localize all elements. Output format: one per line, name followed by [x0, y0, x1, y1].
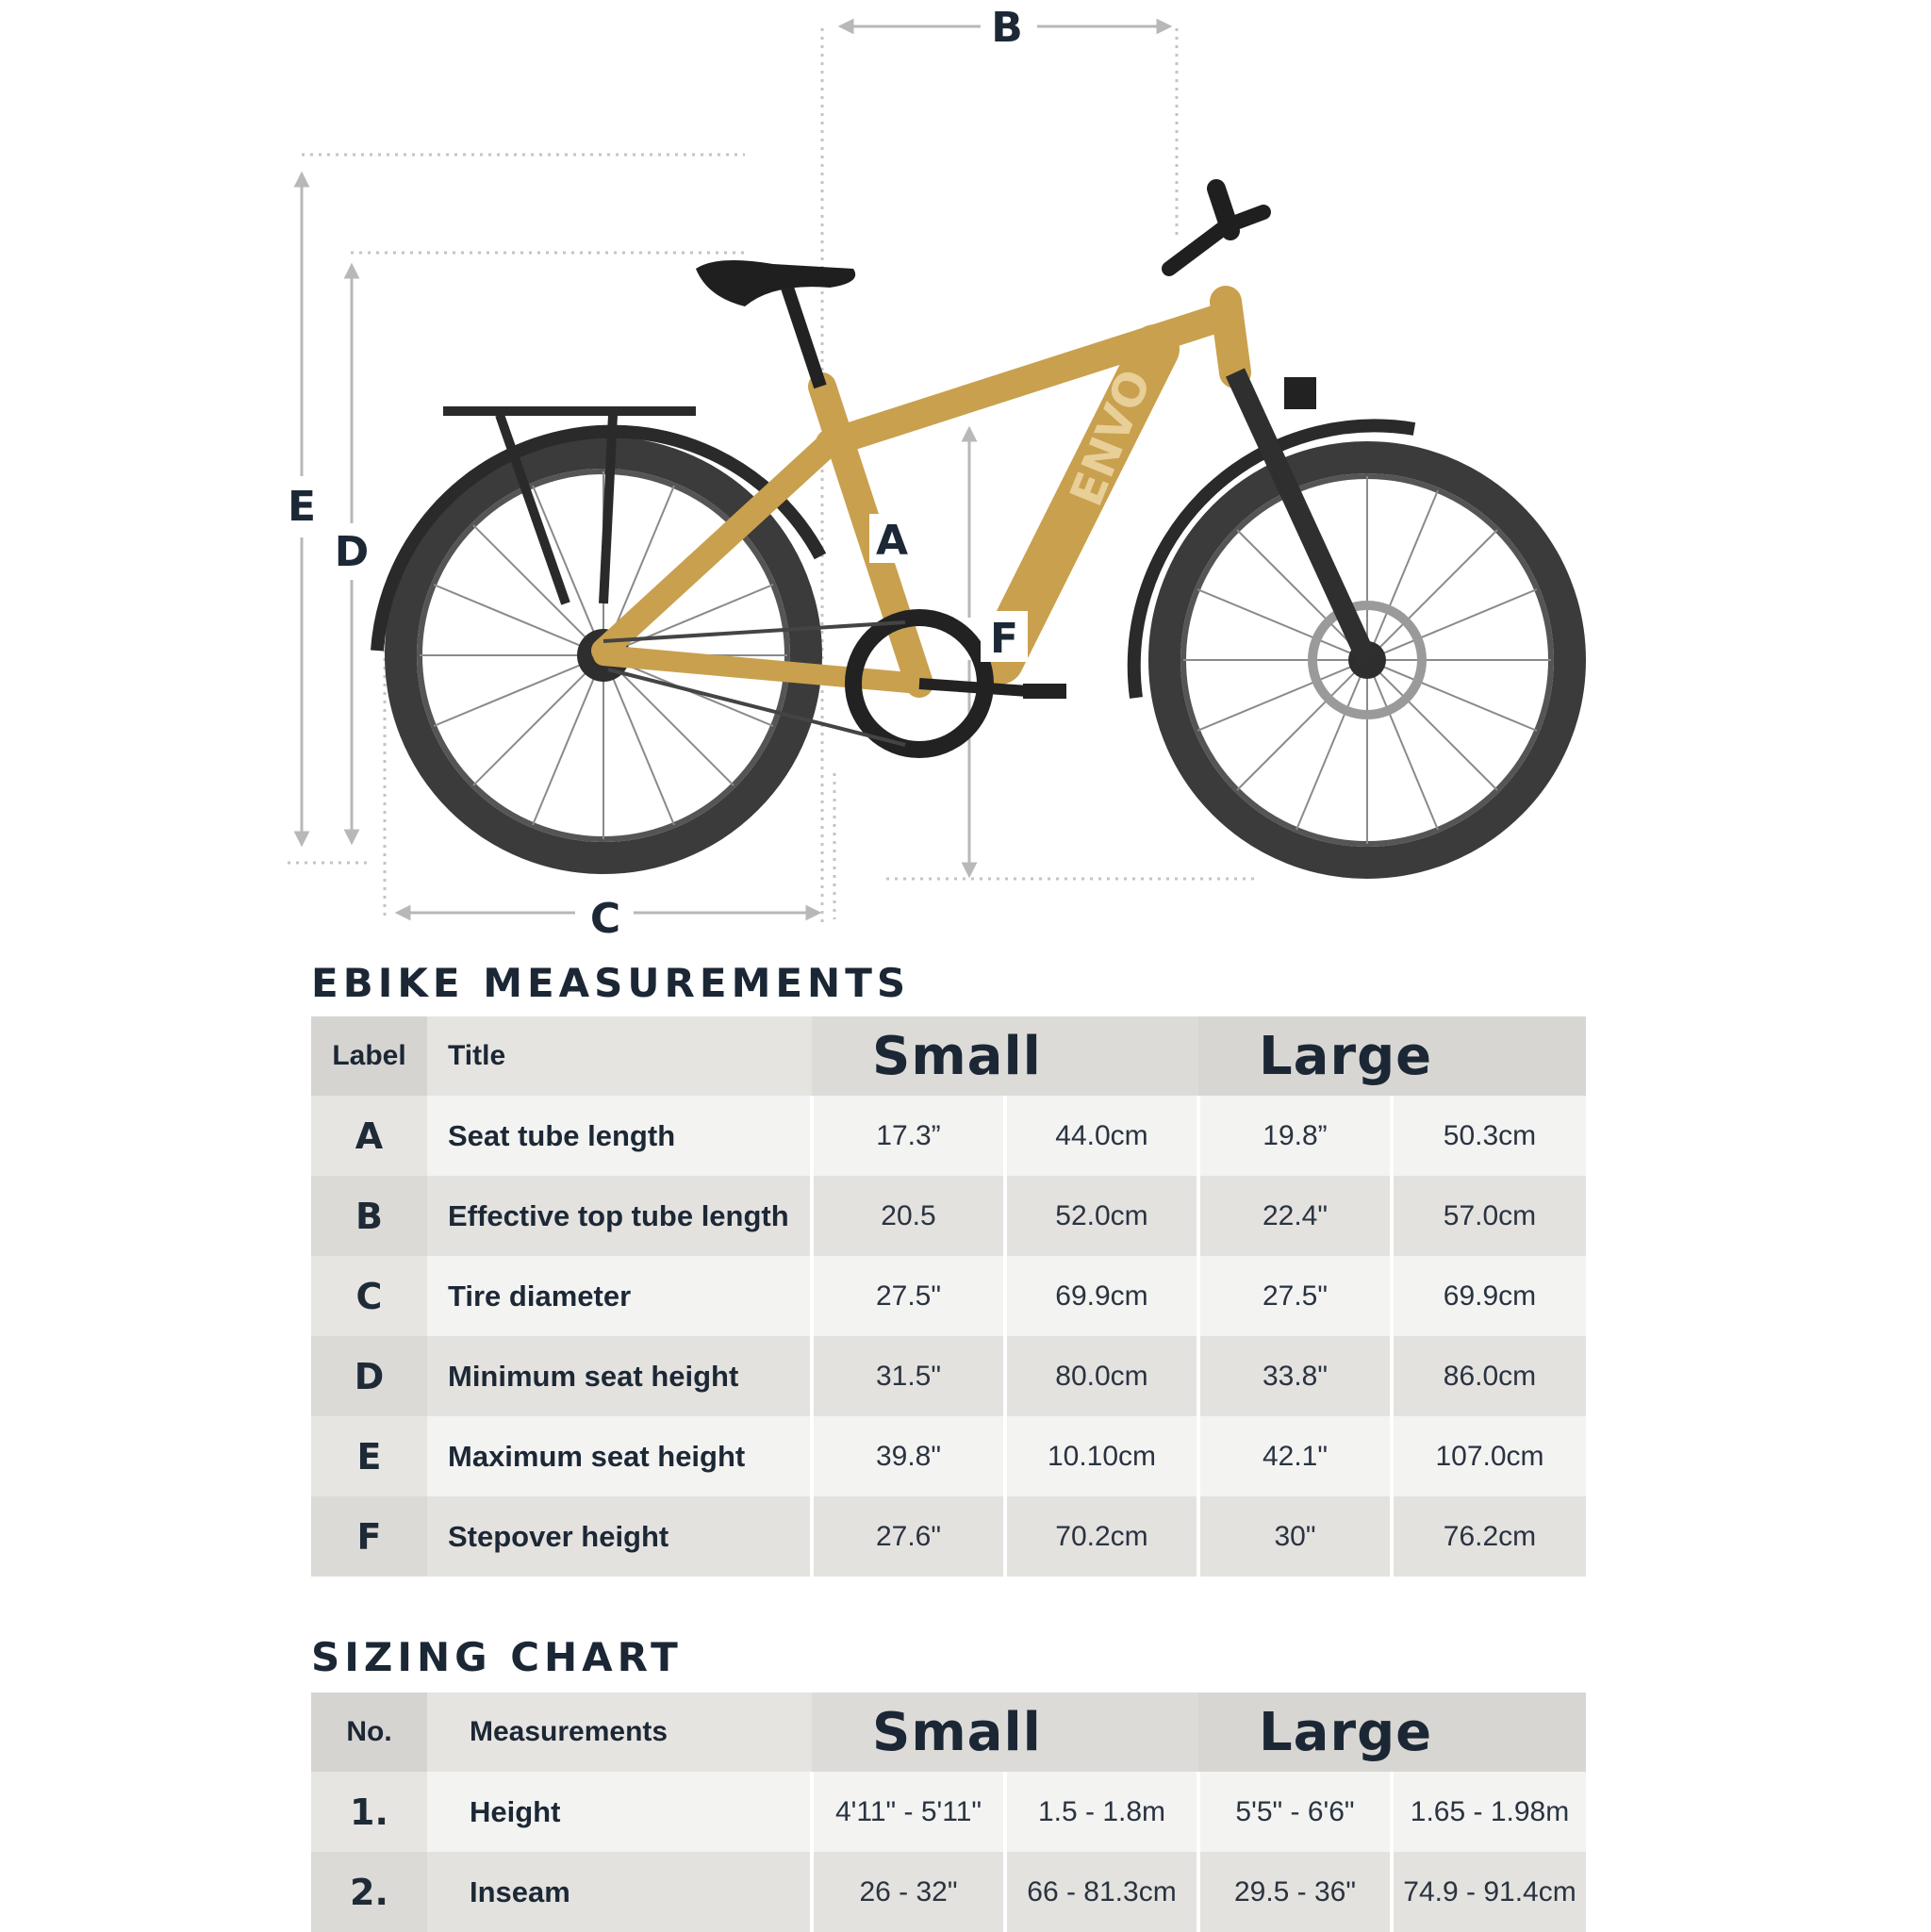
small-cm: 80.0cm — [1005, 1336, 1198, 1416]
dim-label-c: C — [589, 895, 621, 943]
row-label: A — [311, 1096, 427, 1176]
measurements-table — [311, 1016, 1586, 1577]
row-title: Inseam — [427, 1852, 812, 1932]
pedal — [1023, 684, 1066, 699]
large-inches: 19.8” — [1198, 1096, 1392, 1176]
small-inches: 17.3” — [812, 1096, 1005, 1176]
bike-geometry-diagram — [0, 0, 1931, 943]
grip — [1216, 189, 1230, 231]
header-number: No. — [311, 1693, 427, 1772]
table-row — [311, 1496, 1586, 1577]
row-title: Stepover height — [427, 1496, 812, 1577]
dim-label-b: B — [991, 4, 1023, 52]
handlebar — [1169, 212, 1263, 269]
table-row — [311, 1416, 1586, 1496]
large-cm: 57.0cm — [1392, 1176, 1586, 1256]
dim-label-e: E — [287, 483, 317, 531]
row-number: 1. — [311, 1772, 427, 1852]
small-cm: 10.10cm — [1005, 1416, 1198, 1496]
row-title: Tire diameter — [427, 1256, 812, 1336]
header-title: Title — [427, 1016, 812, 1096]
seatpost — [787, 288, 820, 387]
header-label: Label — [311, 1016, 427, 1096]
table-row — [311, 1852, 1586, 1932]
row-number: 2. — [311, 1852, 427, 1932]
large-inches: 27.5" — [1198, 1256, 1392, 1336]
large-inches: 33.8" — [1198, 1336, 1392, 1416]
table-header — [311, 1693, 1586, 1772]
row-label: D — [311, 1336, 427, 1416]
small-metric: 1.5 - 1.8m — [1005, 1772, 1198, 1852]
small-inches: 39.8" — [812, 1416, 1005, 1496]
table-row — [311, 1336, 1586, 1416]
header-small: Small — [812, 1016, 1198, 1096]
table-header — [311, 1016, 1586, 1096]
small-cm: 52.0cm — [1005, 1176, 1198, 1256]
headlight — [1284, 377, 1316, 409]
table-row — [311, 1772, 1586, 1852]
dim-label-f: F — [989, 615, 1019, 663]
row-label: B — [311, 1176, 427, 1256]
header-small: Small — [812, 1693, 1198, 1772]
sizing-table — [311, 1693, 1586, 1932]
large-cm: 69.9cm — [1392, 1256, 1586, 1336]
small-inches: 27.6" — [812, 1496, 1005, 1577]
frame-brand-text: ENVO — [1060, 362, 1163, 514]
row-title: Maximum seat height — [427, 1416, 812, 1496]
large-metric: 74.9 - 91.4cm — [1392, 1852, 1586, 1932]
header-large: Large — [1198, 1016, 1586, 1096]
small-inches: 31.5" — [812, 1336, 1005, 1416]
small-inches: 20.5 — [812, 1176, 1005, 1256]
large-imperial: 29.5 - 36" — [1198, 1852, 1392, 1932]
large-metric: 1.65 - 1.98m — [1392, 1772, 1586, 1852]
large-inches: 30" — [1198, 1496, 1392, 1577]
row-title: Height — [427, 1772, 812, 1852]
small-imperial: 4'11" - 5'11" — [812, 1772, 1005, 1852]
dim-label-d: D — [334, 528, 370, 576]
row-title: Seat tube length — [427, 1096, 812, 1176]
small-imperial: 26 - 32" — [812, 1852, 1005, 1932]
row-label: F — [311, 1496, 427, 1577]
table-row — [311, 1096, 1586, 1176]
header-measurements: Measurements — [427, 1693, 812, 1772]
small-cm: 70.2cm — [1005, 1496, 1198, 1577]
table-row — [311, 1256, 1586, 1336]
large-inches: 42.1" — [1198, 1416, 1392, 1496]
row-title: Effective top tube length — [427, 1176, 812, 1256]
row-label: C — [311, 1256, 427, 1336]
small-cm: 69.9cm — [1005, 1256, 1198, 1336]
large-cm: 50.3cm — [1392, 1096, 1586, 1176]
dim-label-a: A — [875, 517, 909, 565]
large-imperial: 5'5" - 6'6" — [1198, 1772, 1392, 1852]
small-inches: 27.5" — [812, 1256, 1005, 1336]
large-cm: 86.0cm — [1392, 1336, 1586, 1416]
row-title: Minimum seat height — [427, 1336, 812, 1416]
saddle — [696, 260, 855, 306]
large-inches: 22.4" — [1198, 1176, 1392, 1256]
small-metric: 66 - 81.3cm — [1005, 1852, 1198, 1932]
row-label: E — [311, 1416, 427, 1496]
header-large: Large — [1198, 1693, 1586, 1772]
sizing-heading: SIZING CHART — [311, 1634, 683, 1680]
small-cm: 44.0cm — [1005, 1096, 1198, 1176]
table-row — [311, 1176, 1586, 1256]
measurements-heading: EBIKE MEASUREMENTS — [311, 960, 911, 1006]
large-cm: 107.0cm — [1392, 1416, 1586, 1496]
large-cm: 76.2cm — [1392, 1496, 1586, 1577]
